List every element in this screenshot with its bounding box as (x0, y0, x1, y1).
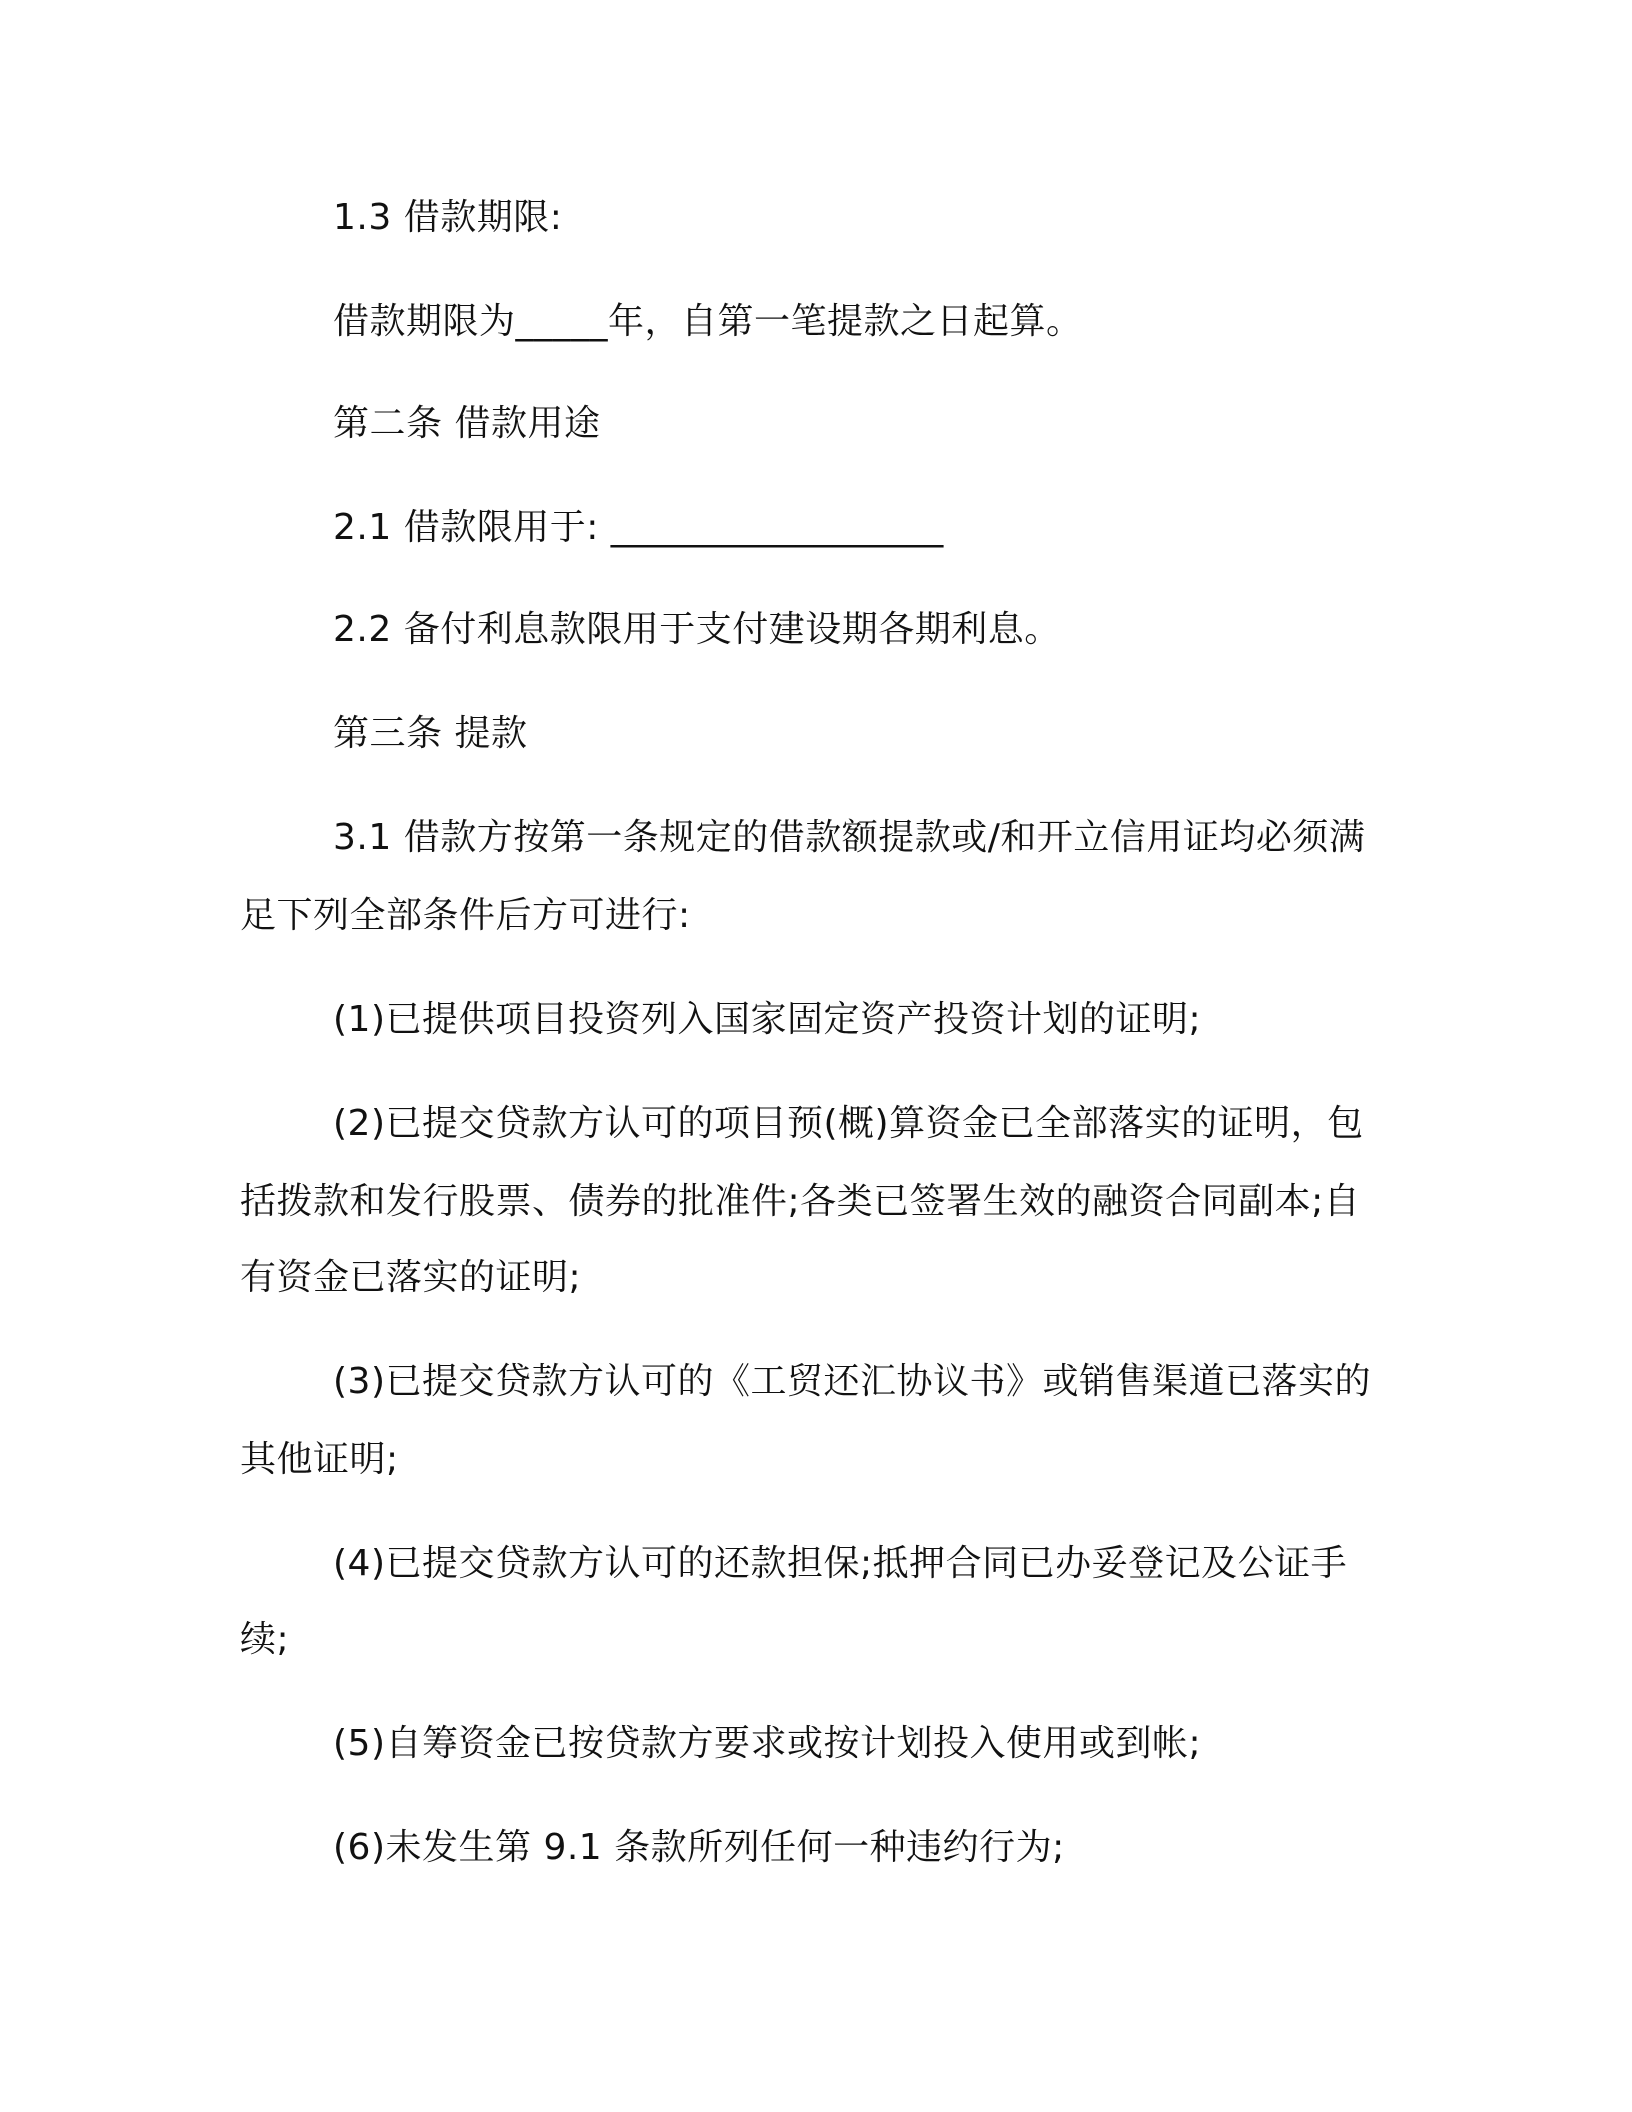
condition-3-line-2: 其他证明; (240, 1439, 399, 1480)
condition-3-line-1: (3)已提交贷款方认可的《工贸还汇协议书》或销售渠道已落实的 (333, 1361, 1371, 1402)
clause-1-3-heading: 1.3 借款期限: (333, 197, 563, 238)
condition-1-text: (1)已提供项目投资列入国家固定资产投资计划的证明; (333, 999, 1202, 1040)
clause-3-1-line-2: 足下列全部条件后方可进行: (240, 895, 691, 936)
clause-3-1-line-1: 3.1 借款方按第一条规定的借款额提款或/和开立信用证均必须满 (333, 817, 1366, 858)
condition-4-line-1: (4)已提交贷款方认可的还款担保;抵押合同已办妥登记及公证手 (333, 1543, 1348, 1584)
condition-6-text: (6)未发生第 9.1 条款所列任何一种违约行为; (333, 1827, 1065, 1868)
condition-2-line-1: (2)已提交贷款方认可的项目预(概)算资金已全部落实的证明，包 (333, 1103, 1364, 1144)
condition-4-line-2: 续; (240, 1619, 290, 1660)
condition-2-line-3: 有资金已落实的证明; (240, 1257, 582, 1298)
condition-5-text: (5)自筹资金已按贷款方要求或按计划投入使用或到帐; (333, 1723, 1202, 1764)
clause-2-2-text: 2.2 备付利息款限用于支付建设期各期利息。 (333, 609, 1061, 650)
article-3-heading: 第三条 提款 (333, 713, 528, 754)
article-2-heading: 第二条 借款用途 (333, 403, 601, 444)
loan-term-text: 借款期限为_____年，自第一笔提款之日起算。 (333, 301, 1083, 342)
condition-2-line-2: 括拨款和发行股票、债券的批准件;各类已签署生效的融资合同副本;自 (240, 1181, 1361, 1222)
clause-2-1-text: 2.1 借款限用于: __________________ (333, 507, 944, 548)
